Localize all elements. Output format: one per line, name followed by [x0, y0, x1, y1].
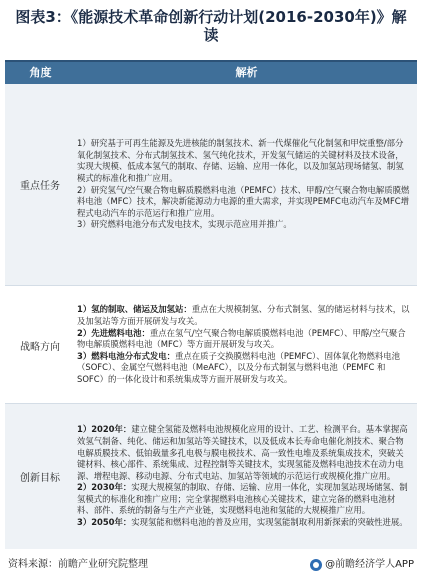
row-category: 战略方向 [20, 341, 60, 353]
header-angle: 角度 [29, 66, 52, 79]
table-row [5, 403, 417, 549]
description-line: 1）氢的制取、储运及加氢站：重点在大规模制氢、分布式制氢、氢的储运材料与技术，以及加氢站等方面开展研发与攻关。 [77, 304, 410, 327]
table-row [5, 285, 417, 404]
description-line: 2）研究氢气/空气聚合物电解质膜燃料电池（PEMFC）技术、甲醇/空气聚合物电解质膜燃料电池（MFC）技术，解决新能源动力电源的重大需求，并实现PEMFC电动汽车及MFC增程式电动汽车的示范运行和推广应用。 [77, 184, 410, 218]
interpretation-table [5, 60, 417, 548]
row-description [77, 404, 411, 549]
chart-title: 图表3：《能源技术革命创新行动计划(2016-2030年)》解读 [15, 8, 407, 44]
row-description [77, 286, 411, 404]
description-line: 2）2030年：实现大规模氢的制取、存储、运输、应用一体化，实现加氢站现场储氢、制氢模式的标准化和推广应用；完全掌握燃料电池核心关键技术，建立完备的燃料电池材料、部件、系统的制备与生产产业链，实现燃料电池和氢能的大规模推广应用。 [77, 482, 408, 516]
description-line: 1）研究基于可再生能源及先进核能的制氢技术、新一代煤催化气化制氢和甲烷重整/部分氧化制氢技术、分布式制氢技术、氢气纯化技术，开发氢气储运的关键材料及技术设备，实现大规模、低成本氢气的制取、存储、运输、应用一体化，以及加氢站现场储氢、制氢模式的标准化和推广应用。 [77, 138, 404, 183]
description-line: 2）先进燃料电池：重点在氢气/空气聚合物电解质膜燃料电池（PEMFC）、甲醇/空气聚合物电解质膜燃料电池（MFC）等方面开展研发与攻关。 [77, 327, 406, 350]
row-category: 重点任务 [20, 181, 60, 192]
description-line: 1）2020年：建立健全氢能及燃料电池规模化应用的设计、工艺、检测平台。基本掌握高效氢气制备、纯化、储运和加氢站等关键技术，以及低成本长寿命电催化剂技术、聚合物电解质膜技术、低铂载量多孔电极与膜电极技术、高一致性电堆及系统集成技术，突破关键材料、核心部件、系统集成、过程控制等关键技术，实现氢能及燃料电池技术在动力电源、增程电源、移动电源、分布式电站、加氢站等领域的示范运行或规模化推广应用。 [77, 424, 408, 481]
qianzhan-logo-icon [310, 559, 322, 571]
brand-credit [310, 556, 414, 574]
brand-text: @前瞻经济学人APP [325, 559, 414, 570]
source-note: 资料来源：前瞻产业研究院整理 [8, 559, 148, 570]
table-header [5, 62, 417, 84]
header-analysis: 解析 [235, 66, 258, 79]
description-line: 3）2050年：实现氢能和燃料电池的普及应用，实现氢能制取利用新探索的突破性进展。 [77, 517, 408, 528]
row-category: 创新目标 [20, 473, 60, 484]
footer [8, 556, 414, 574]
description-line: 3）研究燃料电池分布式发电技术，实现示范应用并推广。 [77, 219, 292, 230]
row-description [77, 84, 411, 285]
description-line: 3）燃料电池分布式发电：重点在质子交换膜燃料电池（PEMFC）、固体氧化物燃料电池（SOFC）、金属空气燃料电池（MeAFC），以及分布式制氢与燃料电池（PEMFC 和 SOFC）的一体化设计和系统集成等方面开展研发与攻关。 [77, 350, 400, 384]
table-row [5, 84, 417, 285]
